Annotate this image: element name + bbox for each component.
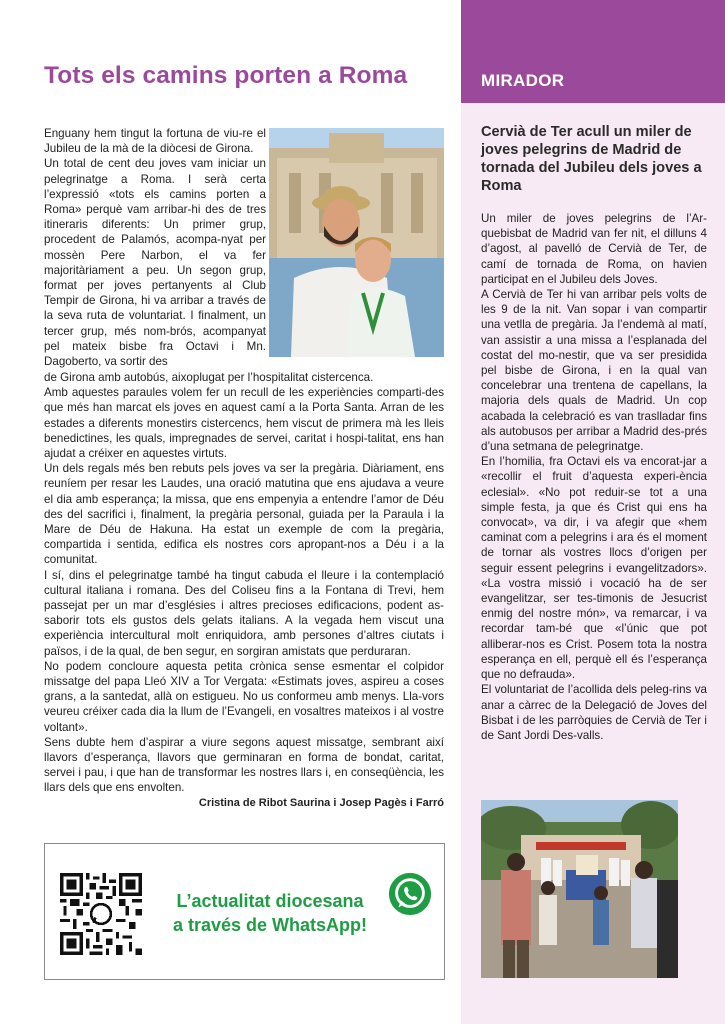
article-paragraph: No podem concloure aquesta petita crònica sense esmentar el colpidor missatge del papa Lleó XIV a Tor Vergata: «Estimats joves, aspireu a coses grans, a la santedat, allà on estigueu. No us conformeu amb menys. Lla-vors veureu créixer cada dia la llum de l’Evangeli, en vosaltres mateixos i al vostre voltant». bbox=[44, 659, 444, 734]
article-paragraph: Sens dubte hem d’aspirar a viure segons aquest missatge, sembrant així llavors d’esperança, llavors que germinaran en forma de bondat, caritat, servei i pau, i que han de transformar les nostres llars i, en conseqüència, les llars dels que ens envolten. bbox=[44, 735, 444, 795]
whatsapp-promo-line: a través de WhatsApp! bbox=[172, 915, 368, 935]
sidebar-mirador bbox=[461, 0, 725, 1024]
whatsapp-promo-box[interactable] bbox=[44, 843, 445, 980]
article-body-wide bbox=[44, 370, 444, 796]
sidebar-header bbox=[461, 0, 725, 103]
article-paragraph: I sí, dins el pelegrinatge també ha tingut cabuda el lleure i la contemplació cultural italiana i romana. Des del Coliseu fins a la Fontana di Trevi, hem passejat per un mar d’esglésies i altres precioses edificacions, podent as-saborir tots els gustos dels gelats italians. A la vegada hem viscut una experiència intercultural molt enriquidora, amb persones d’altres ciutats i països, i de la qual, de ben segur, en sorgiran amistats que perduraran. bbox=[44, 568, 444, 658]
article-paragraph: Un total de cent deu joves vam iniciar un pelegrinatge a Roma. I serà certa l’expressió «tots els camins porten a Roma» perquè vam arribar-hi des de tres itineraris diferents: Un primer grup, procedent de Palamós, acompa-nyat per mossèn Pere Narbon, el va fer majoritàriament a peu. Un segon grup, format per joves pertanyents al Club Tempir de Girona, hi va arribar a través de la seva ruta de voluntariat. I finalment, un tercer grup, més nom-brós, acompanyat pel mateix bisbe fra Octavi i Mn. Dagoberto, va sortir des bbox=[44, 157, 266, 369]
sidebar-paragraph: A Cervià de Ter hi van arribar pels volts de les 9 de la nit. Van sopar i van compartir una vetlla de pregària. Ja l’endemà al matí, van assistir a una missa a l’esplanada del costat del mo-nestir, que va ser presidida pel bisbe de Girona, i en la qual van concelebrar una trentena de capellans, la majoria dels quals de Madrid. Un cop acabada la celebració es van traslladar fins als autobusos per arribar a Madrid des-prés d’una setmana de pelegrinatge. bbox=[481, 288, 707, 454]
outdoor-mass-photo bbox=[481, 800, 678, 978]
whatsapp-promo-text bbox=[160, 889, 380, 937]
article-title: Tots els camins porten a Roma bbox=[44, 62, 408, 89]
whatsapp-icon[interactable] bbox=[387, 871, 433, 917]
whatsapp-promo-line: L’actualitat diocesana bbox=[176, 891, 364, 911]
article-paragraph: Amb aquestes paraules volem fer un recull de les experiències comparti-des que més han marcat els joves en aquest camí a la Porta Santa. Arran de les estades a diferents monestirs cistercencs, hem viscut de primera mà les lleis benedictines, les quals, impregnades de servei, caritat i hospi-talitat, ens han ajudat a créixer en aquestes virtuts. bbox=[44, 386, 444, 461]
qr-code-icon[interactable] bbox=[60, 873, 142, 955]
sidebar-article-body bbox=[481, 211, 707, 743]
sidebar-paragraph: Un miler de joves pelegrins de l’Ar-quebisbat de Madrid van fer nit, el dilluns 4 d’agost, al pavelló de Cervià de Ter, de camí de tornada de Roma, on havien participat en el Jubileu dels Joves. bbox=[481, 212, 707, 286]
pilgrims-selfie-photo bbox=[269, 128, 444, 357]
sidebar-paragraph: El voluntariat de l’acollida dels peleg-rins va anar a càrrec de la Delegació de Joves del Bisbat i de les parròquies de Cervià de Ter i de Sant Jordi Des-valls. bbox=[481, 683, 707, 742]
article-paragraph: Enguany hem tingut la fortuna de viu-re el Jubileu de la mà de la diòcesi de Girona. bbox=[44, 127, 266, 156]
section-label: MIRADOR bbox=[481, 71, 565, 90]
article-body-narrow bbox=[44, 126, 266, 369]
article-signature: Cristina de Ribot Saurina i Josep Pagès i Farró bbox=[198, 797, 444, 809]
article-photo bbox=[269, 128, 444, 357]
article-paragraph: Un dels regals més ben rebuts pels joves va ser la pregària. Diàriament, ens reuníem per resar les Laudes, una oració matutina que ens ajudava a veure el dia amb esperança; la missa, que ens empenyia a entendre l’amor de Déu des del sacrifici i, finalment, la pregària personal, guiada per la Paraula i la Mare de Déu de Hakuna. Ha estat un exemple de com la pregària, compartida i sentida, edifica els nostres cors apropant-nos a Déu i a la comunitat. bbox=[44, 462, 444, 567]
sidebar-article-title: Cervià de Ter acull un miler de joves pelegrins de Madrid de tornada del Jubileu dels joves a Roma bbox=[481, 124, 702, 194]
sidebar-paragraph: En l’homilia, fra Octavi els va encorat-jar a «recollir el fruit d’aquesta experi-ència eclesial». «No pot reduir-se tot a una simple festa, ja que és Crist qui ens ha convocat», va dir, i va afegir que «hem caminat com a pelegrins i ara és el moment de tornar als vostres llocs d’origen per seguir essent pelegrins i evangelitzadors». «La vostra missió i vocació ha de ser evangelitzar, ser tes-timonis de Jesucrist enmig del nostre món», va remarcar, i va recordar tam-bé que «l’únic que pot alliberar-nos es Crist. Posem tota la nostra esperança en ell, perquè ell és l’esperança que no defrauda». bbox=[481, 455, 707, 682]
article-paragraph: de Girona amb autobús, aixoplugat per l’hospitalitat cistercenca. bbox=[44, 371, 374, 384]
sidebar-photo bbox=[481, 800, 678, 978]
